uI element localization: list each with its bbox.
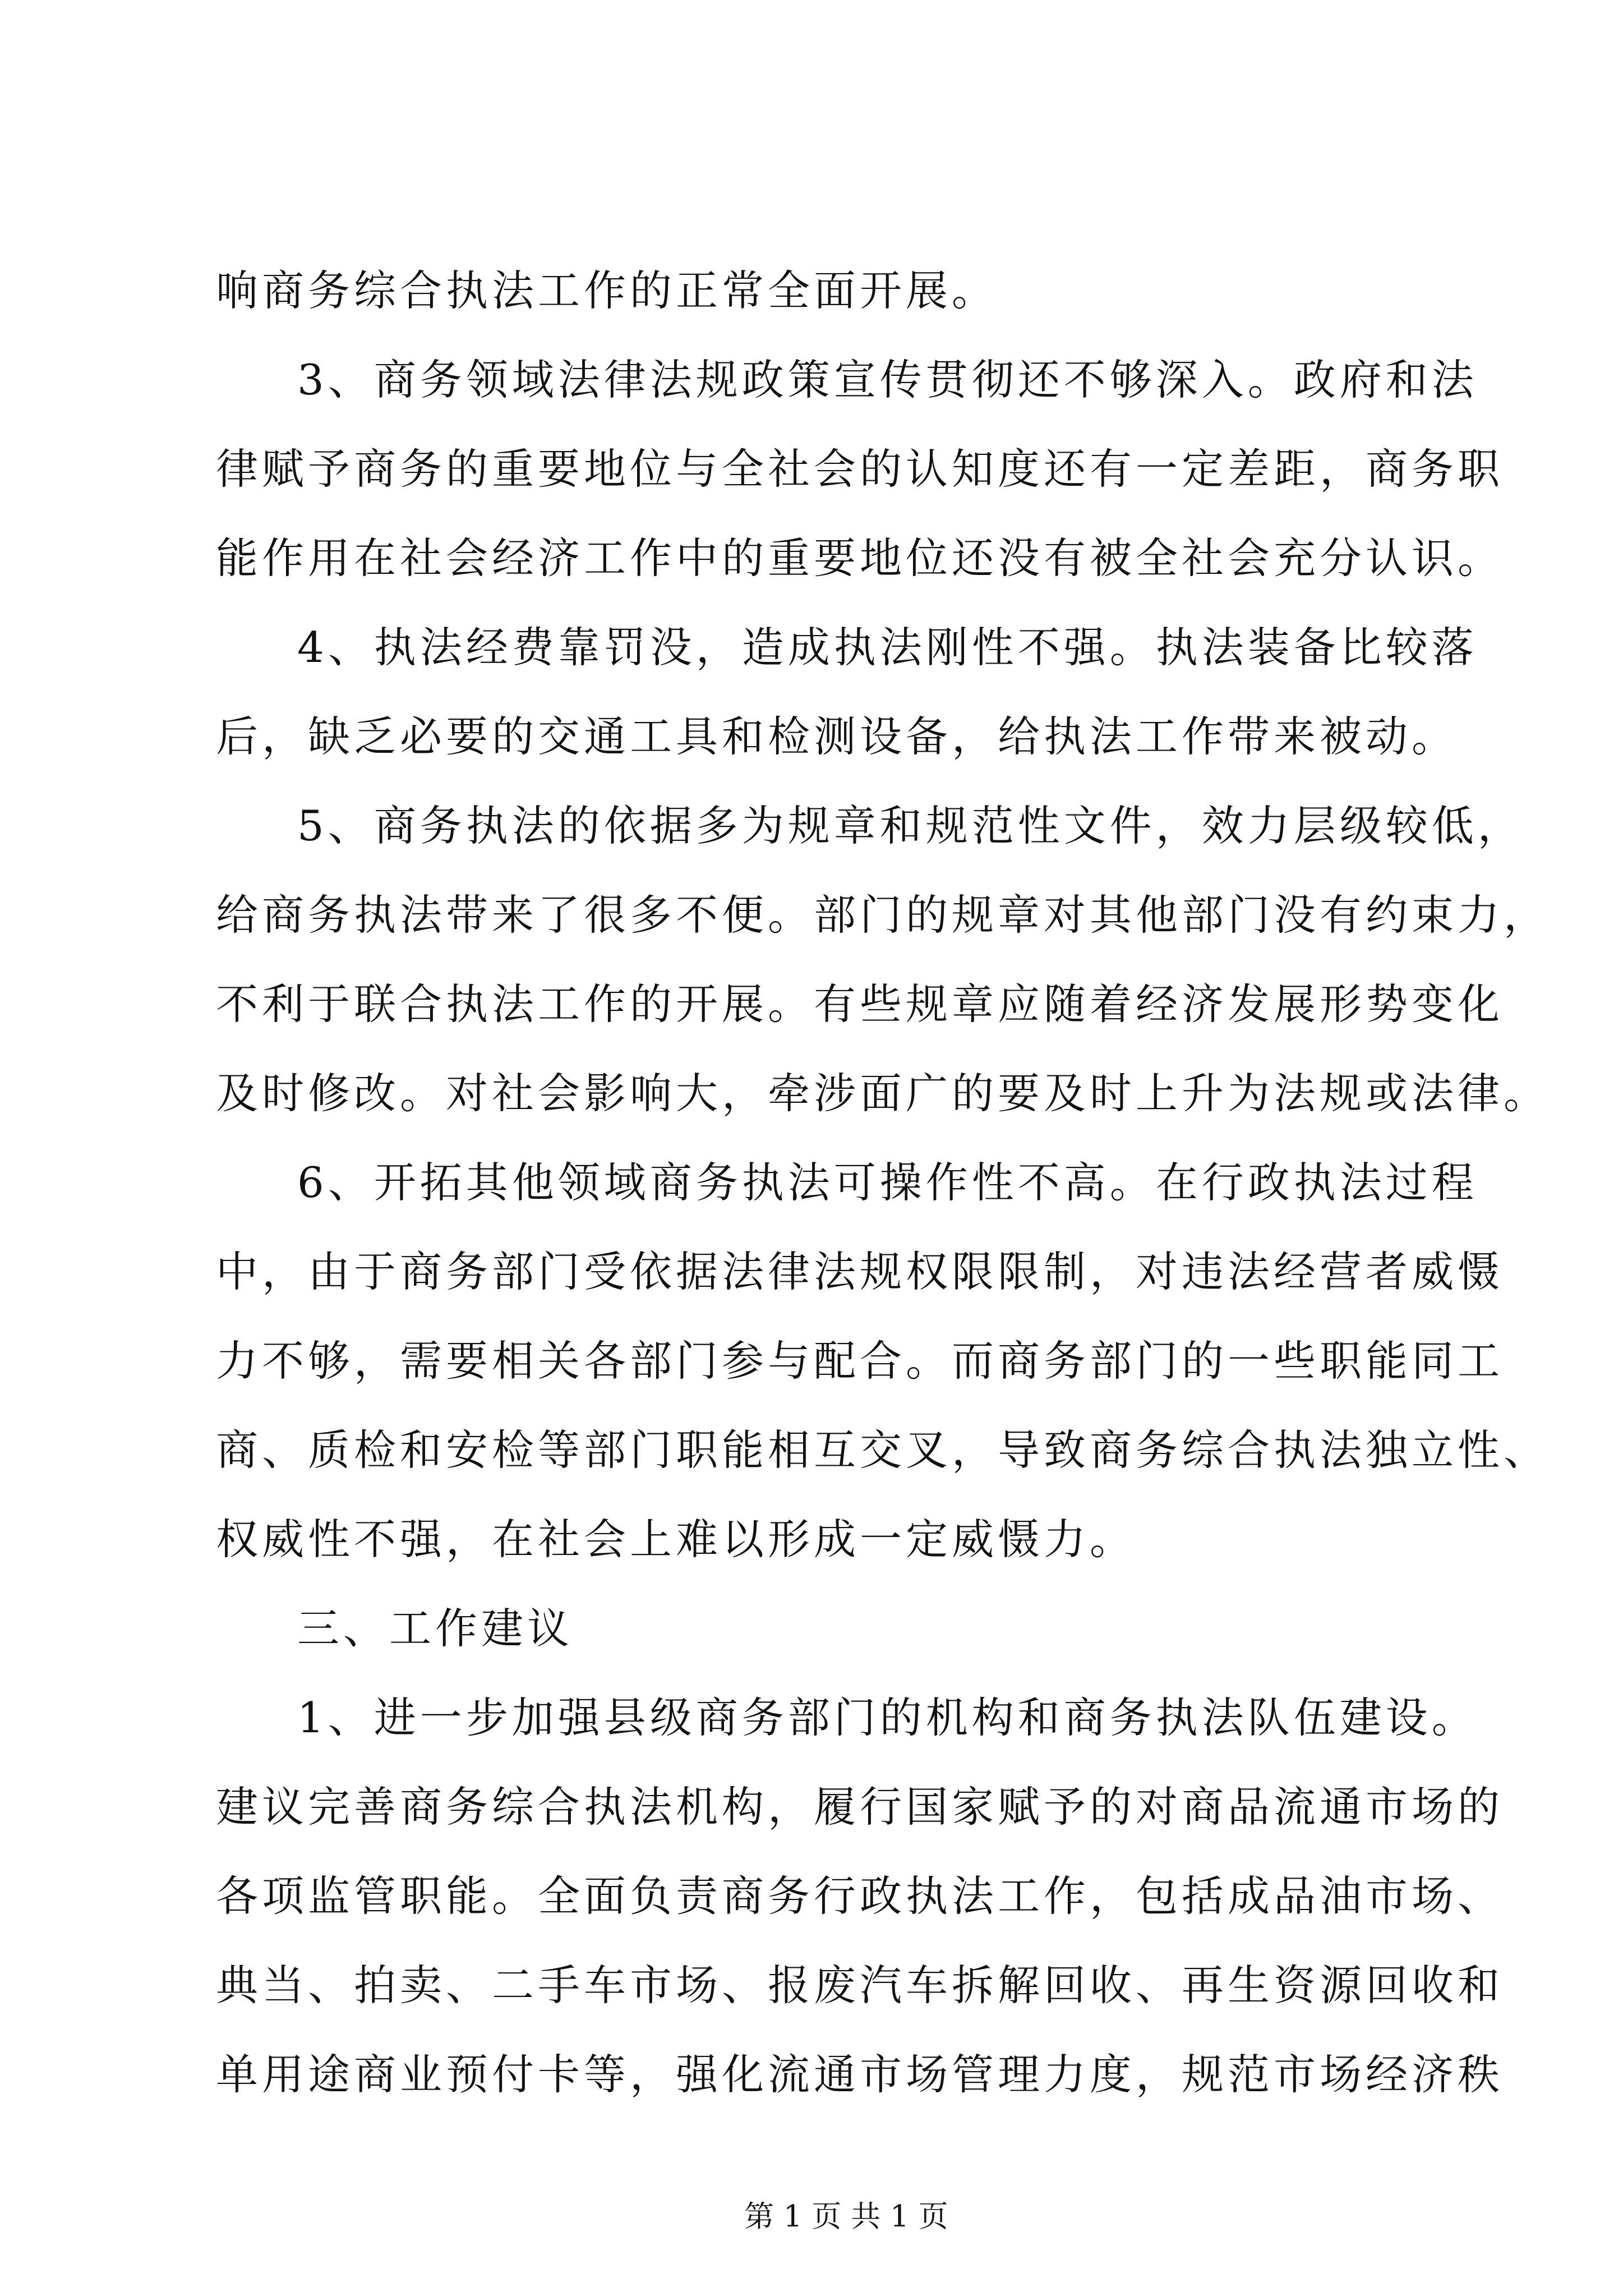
text-line-20: 典当、拍卖、二手车市场、报废汽车拆解回收、再生资源回收和 [216, 1961, 1504, 2010]
text-line-5: 4、执法经费靠罚没，造成执法刚性不强。执法装备比较落 [297, 623, 1478, 672]
text-line-14: 商、质检和安检等部门职能相互交叉，导致商务综合执法独立性、 [216, 1425, 1550, 1475]
text-line-4: 能作用在社会经济工作中的重要地位还没有被全社会充分认识。 [216, 533, 1504, 583]
text-line-19: 各项监管职能。全面负责商务行政执法工作，包括成品油市场、 [216, 1871, 1504, 1921]
text-line-11: 6、开拓其他领域商务执法可操作性不高。在行政执法过程 [297, 1158, 1478, 1207]
text-line-12: 中，由于商务部门受依据法律法规权限限制，对违法经营者威慑 [216, 1247, 1504, 1296]
text-line-2: 3、商务领域法律法规政策宣传贯彻还不够深入。政府和法 [297, 355, 1478, 404]
text-line-3: 律赋予商务的重要地位与全社会的认知度还有一定差距，商务职 [216, 444, 1504, 494]
text-line-9: 不利于联合执法工作的开展。有些规章应随着经济发展形势变化 [216, 979, 1504, 1029]
text-line-10: 及时修改。对社会影响大，牵涉面广的要及时上升为法规或法律。 [216, 1069, 1550, 1118]
text-line-21: 单用途商业预付卡等，强化流通市场管理力度，规范市场经济秩 [216, 2050, 1504, 2099]
text-line-13: 力不够，需要相关各部门参与配合。而商务部门的一些职能同工 [216, 1336, 1504, 1386]
page-number-footer: 第 1 页 共 1 页 [744, 2200, 948, 2234]
section-heading: 三、工作建议 [297, 1604, 574, 1653]
text-line-18: 建议完善商务综合执法机构，履行国家赋予的对商品流通市场的 [216, 1782, 1504, 1832]
text-line-1: 响商务综合执法工作的正常全面开展。 [216, 266, 998, 315]
text-line-17: 1、进一步加强县级商务部门的机构和商务执法队伍建设。 [297, 1693, 1478, 1742]
text-line-15: 权威性不强，在社会上难以形成一定威慑力。 [216, 1515, 1136, 1564]
text-line-7: 5、商务执法的依据多为规章和规范性文件，效力层级较低， [297, 801, 1524, 850]
text-line-6: 后，缺乏必要的交通工具和检测设备，给执法工作带来被动。 [216, 712, 1458, 761]
text-line-8: 给商务执法带来了很多不便。部门的规章对其他部门没有约束力， [216, 890, 1550, 940]
